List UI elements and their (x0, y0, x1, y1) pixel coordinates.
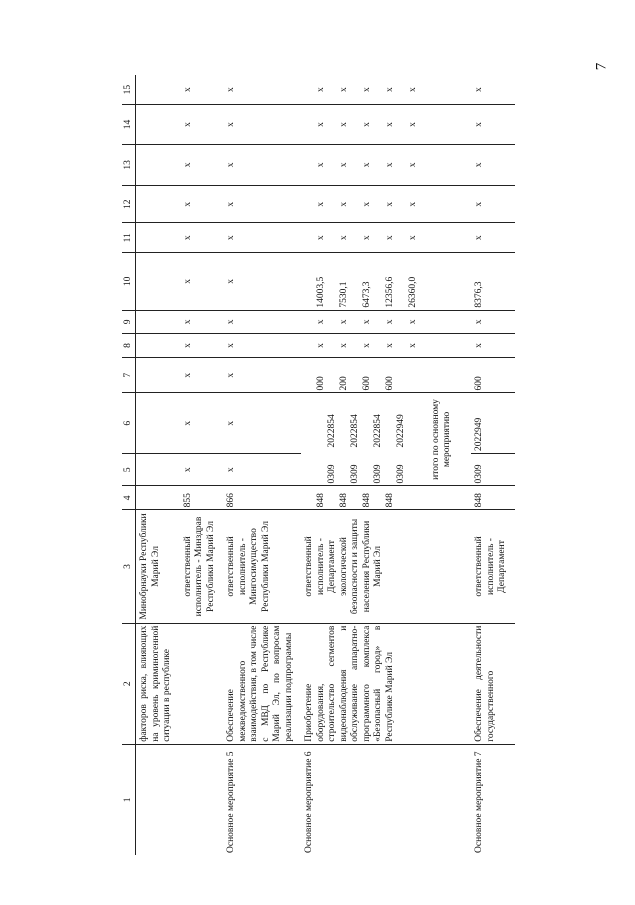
cell-value: 0309 (373, 464, 383, 484)
col-header-15: 15 (122, 75, 136, 105)
cell-c9: х (180, 310, 224, 334)
cell-c5: х (223, 454, 301, 486)
cell-c15: х (180, 75, 224, 105)
page-number: 7 (593, 62, 610, 71)
cell-value: х (315, 122, 326, 127)
cell-value: 848 (384, 493, 395, 508)
cell-c6 (136, 393, 180, 454)
measure-name (180, 744, 224, 855)
col-header-8: 8 (122, 334, 136, 358)
col-header-3: 3 (122, 510, 136, 623)
cell-c12: х (180, 186, 224, 223)
cell-c4: 848 (471, 486, 515, 510)
cell-c8: х (223, 334, 301, 358)
subtotal-label: итого по основному мероприятию (430, 399, 452, 480)
cell-c10 (136, 253, 180, 310)
cell-c8 (136, 334, 180, 358)
cell-value: 200 (338, 376, 349, 391)
table-row (301, 75, 471, 855)
cell-value: 848 (361, 493, 372, 508)
cell-value: х (361, 235, 372, 241)
cell-c5: х (180, 454, 224, 486)
cell-value: х (315, 235, 326, 241)
cell-c13: х (223, 144, 301, 185)
cell-c14: х (471, 105, 515, 144)
cell-c4 (301, 486, 471, 510)
measure-name (136, 744, 180, 855)
cell-c15: х (471, 75, 515, 105)
cell-c5: 0309 (471, 454, 515, 486)
program-measures-table (122, 75, 515, 855)
cell-value: х (361, 162, 372, 168)
cell-c8: х (471, 334, 515, 358)
cell-value: х (338, 122, 349, 127)
cell-c12 (301, 186, 471, 223)
cell-c13 (136, 144, 180, 185)
cell-c14: х (223, 105, 301, 144)
cell-value: 14003,5 (315, 276, 326, 308)
cell-value: х (361, 87, 372, 92)
cell-value: х (361, 201, 372, 207)
executor: ответственный исполнитель - Минздрав Республики Марий Эл (180, 510, 224, 623)
cell-value: х (407, 201, 418, 207)
cell-c15 (136, 75, 180, 105)
cell-c7: х (180, 357, 224, 393)
cell-value: х (338, 87, 349, 92)
cell-c11: х (180, 223, 224, 253)
cell-c4: 855 (180, 486, 224, 510)
col-header-1: 1 (122, 744, 136, 855)
cell-c9: х (223, 310, 301, 334)
measure-description: Обеспечение деятельности государственного (471, 623, 515, 744)
cell-c6: х (180, 393, 224, 454)
cell-value: х (338, 201, 349, 207)
cell-value: х (315, 319, 326, 325)
cell-c9 (301, 310, 471, 334)
table-row (223, 75, 301, 855)
cell-value: 26360,0 (407, 276, 418, 308)
cell-c11: х (471, 223, 515, 253)
col-header-12: 12 (122, 186, 136, 223)
cell-value: х (384, 201, 395, 207)
cell-value: 0309 (327, 464, 337, 484)
cell-value: х (407, 343, 418, 348)
cell-c15 (301, 75, 471, 105)
cell-value: 2022854 (373, 414, 383, 448)
cell-c5 (136, 454, 180, 486)
col-header-9: 9 (122, 310, 136, 334)
header-row (122, 75, 136, 855)
cell-value: х (407, 87, 418, 92)
measure-name: Основное мероприятие 5 (226, 751, 236, 853)
cell-c13: х (471, 144, 515, 185)
cell-value: 600 (361, 376, 372, 391)
cell-value: х (338, 235, 349, 241)
cell-c7 (301, 357, 471, 393)
cell-c8 (301, 334, 471, 358)
cell-value: х (361, 122, 372, 127)
executor: ответственный исполнитель - Мингосимущество Республики Марий Эл (223, 510, 301, 623)
cell-c6: 2022949 (471, 393, 515, 454)
cell-c9 (136, 310, 180, 334)
cell-value: х (315, 87, 326, 92)
cell-c14 (136, 105, 180, 144)
cell-value: х (384, 343, 395, 348)
col-header-4: 4 (122, 486, 136, 510)
cell-value: х (361, 343, 372, 348)
cell-value: х (315, 162, 326, 168)
cell-value: 2022854 (350, 414, 360, 448)
col-header-14: 14 (122, 105, 136, 144)
col-header-11: 11 (122, 223, 136, 253)
cell-value: х (407, 235, 418, 241)
measure-description: Обеспечение межведомственного взаимодействия, в том числе с МВД по Республике Марий Эл, по вопросам реализации подпрограммы (223, 623, 301, 744)
cell-value: 848 (315, 493, 326, 508)
executor: Минобрнауки Республики Марий Эл (136, 510, 180, 623)
cell-c10: х (180, 253, 224, 310)
cell-c5-c6 (301, 393, 471, 486)
cell-value: 0309 (396, 464, 406, 484)
executor: ответственный исполнитель - Департамент экологической безопасности и защиты населения Республики Марий Эл (301, 510, 471, 623)
cell-value: х (384, 319, 395, 325)
cell-c14 (301, 105, 471, 144)
cell-value: х (384, 122, 395, 127)
cell-value: 000 (315, 376, 326, 391)
cell-value: 600 (384, 376, 395, 391)
measure-name: Основное мероприятие 6 (304, 751, 314, 853)
cell-c13: х (180, 144, 224, 185)
executor: ответственный исполнитель - Департамент (471, 510, 515, 623)
col-header-2: 2 (122, 623, 136, 744)
cell-value: х (315, 201, 326, 207)
cell-c12: х (223, 186, 301, 223)
cell-value: х (407, 162, 418, 168)
measure-description (180, 623, 224, 744)
col-header-7: 7 (122, 357, 136, 393)
cell-c14: х (180, 105, 224, 144)
cell-value: х (338, 343, 349, 348)
cell-value: 2022854 (327, 414, 337, 448)
cell-c12: х (471, 186, 515, 223)
cell-value: 6473,3 (361, 281, 372, 308)
measure-description: факторов риска, влияющих на уровень криминогенной ситуации в республике (136, 623, 180, 744)
cell-c11 (136, 223, 180, 253)
cell-c7: 600 (471, 357, 515, 393)
col-header-6: 6 (122, 393, 136, 454)
cell-value: х (384, 235, 395, 241)
cell-value: 7530,1 (338, 281, 349, 308)
measure-description: Приобретение оборудования, строительство сегментов видеонаблюдения и обслуживание аппаратно-программного комплекса «Безопасный город» в Республике Марий Эл (301, 623, 471, 744)
cell-value: 12356,6 (384, 276, 395, 308)
cell-c10: х (223, 253, 301, 310)
cell-c13 (301, 144, 471, 185)
cell-c12 (136, 186, 180, 223)
cell-c8: х (180, 334, 224, 358)
cell-value: х (338, 162, 349, 168)
cell-value: х (384, 162, 395, 168)
cell-c11: х (223, 223, 301, 253)
cell-c7: х (223, 357, 301, 393)
table-row (136, 75, 180, 855)
col-header-13: 13 (122, 144, 136, 185)
cell-c9: х (471, 310, 515, 334)
cell-c10 (301, 253, 471, 310)
cell-value: 0309 (350, 464, 360, 484)
measure-name: Основное мероприятие 7 (474, 751, 484, 853)
cell-value: х (315, 343, 326, 348)
cell-c10: 8376,3 (471, 253, 515, 310)
cell-value: х (407, 122, 418, 127)
cell-value: х (407, 319, 418, 325)
cell-c15: х (223, 75, 301, 105)
cell-c7 (136, 357, 180, 393)
cell-c6: х (223, 393, 301, 454)
cell-value: 848 (338, 493, 349, 508)
cell-value: х (361, 319, 372, 325)
cell-c4: 866 (223, 486, 301, 510)
col-header-5: 5 (122, 454, 136, 486)
cell-c11 (301, 223, 471, 253)
table-row (180, 75, 224, 855)
cell-value: 2022949 (396, 414, 406, 448)
rotated-table-container (122, 75, 587, 855)
cell-value: х (384, 87, 395, 92)
cell-c4 (136, 486, 180, 510)
cell-value: х (338, 319, 349, 325)
col-header-10: 10 (122, 253, 136, 310)
table-row (471, 75, 515, 855)
